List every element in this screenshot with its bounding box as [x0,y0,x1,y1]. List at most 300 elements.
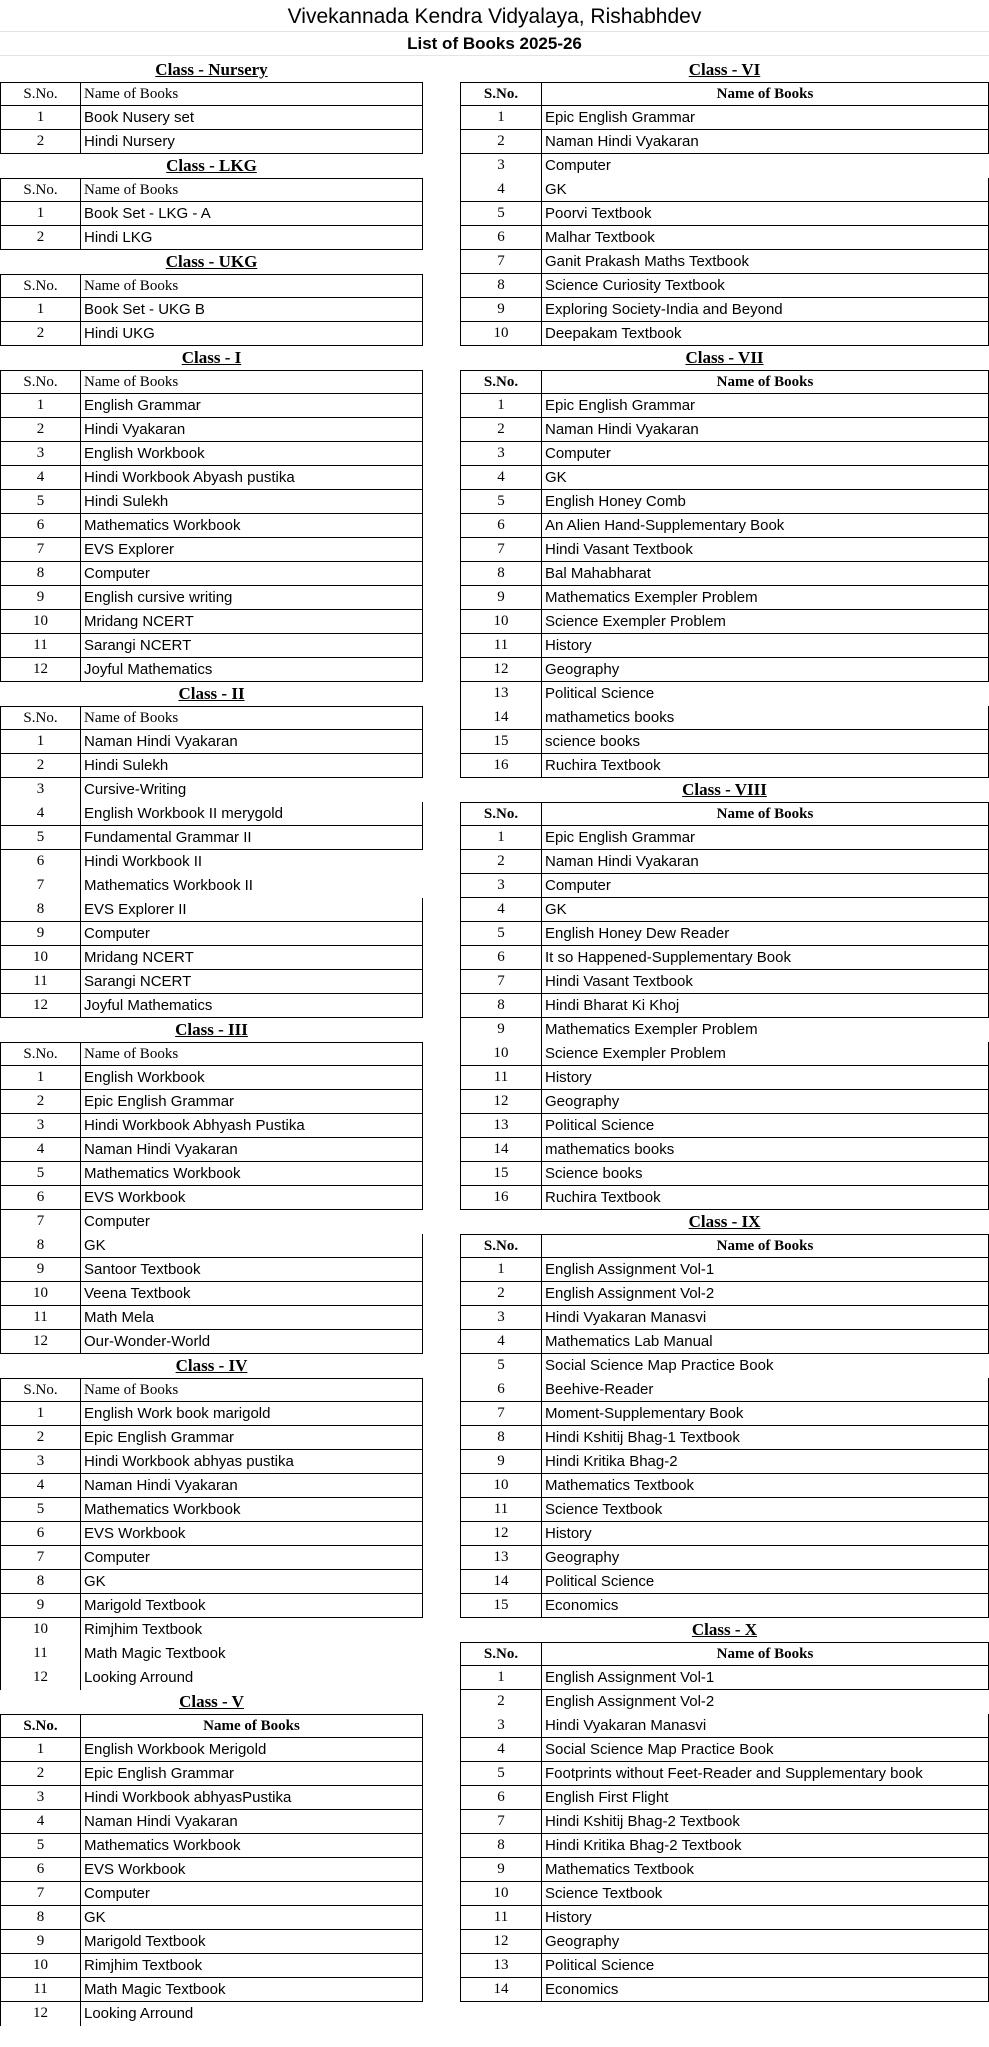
table-header-row [0,82,423,106]
book-row [0,1522,423,1546]
book-row [460,1858,989,1882]
book-name: mathametics books [545,709,675,726]
book-row [460,850,989,874]
book-name: GK [84,1573,106,1590]
book-name: Mathematics Exempler Problem [545,1021,758,1038]
class-heading: Class - X [691,1620,758,1639]
book-name: EVS Workbook [84,1525,186,1542]
book-name: Science Exempler Problem [545,613,726,630]
book-row [0,1858,423,1882]
book-name: Hindi Vyakaran [84,421,186,438]
book-serial-number: 12 [461,1090,542,1113]
book-name: Veena Textbook [84,1285,191,1302]
table-header-row [460,802,989,826]
book-name: Epic English Grammar [545,397,696,414]
book-row [460,1786,989,1810]
book-serial-number: 13 [461,1954,542,1977]
book-serial-number: 3 [1,1114,81,1137]
class-section-class-iv [0,1354,423,1690]
book-serial-number: 12 [461,658,542,681]
book-row [460,610,989,634]
book-row [460,826,989,850]
book-row [460,562,989,586]
book-name: English Workbook Merigold [84,1741,267,1758]
book-name: English Workbook [84,1069,205,1086]
book-serial-number: 9 [1,922,81,945]
book-name: EVS Workbook [84,1861,186,1878]
book-row [0,2002,423,2026]
book-name: History [545,1525,592,1542]
book-row [460,1474,989,1498]
book-serial-number: 15 [461,1162,542,1185]
book-row [0,106,423,130]
book-name: Epic English Grammar [545,829,696,846]
book-row [0,1666,423,1690]
book-serial-number: 13 [461,682,542,706]
book-name: Book Set - LKG - A [84,205,211,222]
book-row [0,898,423,922]
book-name: GK [545,181,567,198]
book-name: English Assignment Vol-2 [545,1285,715,1302]
book-row [0,1330,423,1354]
book-row [460,1810,989,1834]
table-header-row [0,178,423,202]
book-name-column-header: Name of Books [716,1646,814,1662]
book-row [460,1498,989,1522]
book-serial-number: 3 [1,778,81,802]
book-row [0,970,423,994]
book-serial-number: 10 [1,946,81,969]
book-row [0,778,423,802]
book-serial-number: 4 [461,1738,542,1761]
book-row [0,322,423,346]
book-row [460,1666,989,1690]
book-serial-number: 11 [1,970,81,993]
book-serial-number: 10 [461,322,542,345]
book-serial-number: 7 [461,538,542,561]
book-serial-number: 2 [1,418,81,441]
book-name: Geography [545,1549,620,1566]
book-serial-number: 8 [461,562,542,585]
class-heading: Class - VII [685,348,764,367]
book-row [460,1090,989,1114]
book-row [0,802,423,826]
book-name: Social Science Map Practice Book [545,1357,774,1374]
book-serial-number: 9 [461,1858,542,1881]
book-name: GK [545,901,567,918]
book-name: Hindi Workbook II [84,853,203,870]
class-section-class-ukg [0,250,423,346]
book-name-column-header: Name of Books [84,278,179,294]
class-section-class-ix [460,1210,989,1618]
sno-column-header: S.No. [1,275,81,297]
book-name: English First Flight [545,1789,669,1806]
book-row [460,1522,989,1546]
book-serial-number: 9 [1,586,81,609]
book-serial-number: 2 [461,850,542,873]
book-serial-number: 6 [461,514,542,537]
class-section-class-iii [0,1018,423,1354]
book-name: GK [545,469,567,486]
book-row [460,202,989,226]
sno-column-header: S.No. [1,707,81,729]
book-serial-number: 10 [1,610,81,633]
book-row [0,922,423,946]
book-row [460,970,989,994]
book-row [460,466,989,490]
book-name: Hindi Nursery [84,133,175,150]
book-name: science books [545,733,641,750]
book-serial-number: 3 [1,442,81,465]
book-name: English Workbook II merygold [84,805,283,822]
book-serial-number: 1 [461,826,542,849]
book-row [0,754,423,778]
book-name: Social Science Map Practice Book [545,1741,774,1758]
book-name: English Honey Comb [545,493,686,510]
book-row [0,826,423,850]
book-row [460,154,989,178]
book-row [460,106,989,130]
book-serial-number: 1 [461,394,542,417]
book-name: mathematics books [545,1141,675,1158]
book-row [0,226,423,250]
book-row [0,562,423,586]
class-heading: Class - UKG [165,252,258,271]
book-name: English Assignment Vol-1 [545,1261,715,1278]
book-serial-number: 10 [1,1954,81,1977]
book-serial-number: 16 [461,754,542,777]
book-serial-number: 6 [1,514,81,537]
book-serial-number: 4 [1,1474,81,1497]
book-name: Fundamental Grammar II [84,829,252,846]
book-name: Mathematics Lab Manual [545,1333,713,1350]
book-serial-number: 10 [1,1282,81,1305]
class-heading: Class - II [178,684,245,703]
book-row [460,922,989,946]
book-name: Epic English Grammar [84,1429,235,1446]
book-name: EVS Explorer [84,541,175,558]
book-name-column-header: Name of Books [84,182,179,198]
book-name: Mathematics Workbook [84,1837,241,1854]
sno-column-header: S.No. [461,1643,542,1665]
book-row [0,610,423,634]
book-row [460,1450,989,1474]
book-name: Naman Hindi Vyakaran [84,1141,238,1158]
left-book-column [0,58,423,2026]
book-serial-number: 8 [1,1906,81,1929]
class-section-class-v [0,1690,423,2026]
book-name: Political Science [545,685,655,702]
book-name: Malhar Textbook [545,229,655,246]
book-name: Hindi Kshitij Bhag-2 Textbook [545,1813,740,1830]
book-row [460,1354,989,1378]
book-serial-number: 8 [1,898,81,921]
book-name: Cursive-Writing [84,781,187,798]
book-serial-number: 3 [1,1786,81,1809]
book-serial-number: 10 [461,1042,542,1065]
book-name: Marigold Textbook [84,1933,206,1950]
class-section-class-vii [460,346,989,778]
book-row [460,1594,989,1618]
book-serial-number: 5 [1,490,81,513]
book-name-column-header: Name of Books [716,374,814,390]
book-serial-number: 10 [461,610,542,633]
book-row [460,178,989,202]
book-serial-number: 6 [1,1522,81,1545]
book-name: Mathematics Workbook [84,1501,241,1518]
class-heading: Class - LKG [166,156,257,175]
class-heading: Class - IV [175,1356,248,1375]
book-name: English Honey Dew Reader [545,925,730,942]
book-serial-number: 1 [461,1258,542,1281]
book-row [0,1618,423,1642]
book-row [0,658,423,682]
book-row [0,418,423,442]
book-row [460,898,989,922]
book-row [0,130,423,154]
book-serial-number: 2 [1,130,81,153]
book-name: Epic English Grammar [84,1765,235,1782]
book-row [460,1546,989,1570]
book-serial-number: 11 [461,1498,542,1521]
book-name: Naman Hindi Vyakaran [84,1477,238,1494]
book-serial-number: 14 [461,1570,542,1593]
book-name: Mathematics Workbook [84,517,241,534]
book-serial-number: 1 [1,106,81,129]
book-row [0,1546,423,1570]
book-name: Political Science [545,1117,655,1134]
book-row [0,1114,423,1138]
book-serial-number: 5 [1,1162,81,1185]
book-name-column-header: Name of Books [84,710,179,726]
book-name: Hindi UKG [84,325,155,342]
book-row [460,658,989,682]
book-serial-number: 4 [1,1810,81,1833]
book-row [460,1042,989,1066]
book-name: Poorvi Textbook [545,205,652,222]
book-name-column-header: Name of Books [716,1238,814,1254]
book-name: Joyful Mathematics [84,661,213,678]
book-name: Sarangi NCERT [84,637,192,654]
book-name: History [545,1909,592,1926]
class-heading: Class - I [181,348,242,367]
book-serial-number: 8 [1,1570,81,1593]
book-row [0,1258,423,1282]
book-name: Naman Hindi Vyakaran [84,1813,238,1830]
book-serial-number: 7 [1,874,81,898]
book-serial-number: 1 [1,730,81,753]
book-row [0,1882,423,1906]
book-name: Hindi Kritika Bhag-2 [545,1453,678,1470]
book-serial-number: 15 [461,730,542,753]
book-serial-number: 2 [1,1426,81,1449]
class-section-class-ii [0,682,423,1018]
book-serial-number: 2 [1,226,81,249]
book-name: Hindi Kritika Bhag-2 Textbook [545,1837,742,1854]
book-row [460,1978,989,2002]
book-row [460,1378,989,1402]
book-row [460,298,989,322]
book-serial-number: 1 [1,394,81,417]
book-serial-number: 1 [1,1402,81,1425]
book-serial-number: 9 [461,1450,542,1473]
book-name: English cursive writing [84,589,233,606]
book-row [460,322,989,346]
sno-column-header: S.No. [1,1043,81,1065]
book-name: Science Textbook [545,1885,663,1902]
book-row [0,1762,423,1786]
table-header-row [0,1042,423,1066]
book-name: Hindi LKG [84,229,153,246]
book-row [0,1786,423,1810]
book-serial-number: 11 [461,634,542,657]
book-row [460,1162,989,1186]
book-serial-number: 15 [461,1594,542,1617]
book-serial-number: 1 [1,1738,81,1761]
book-name: Naman Hindi Vyakaran [545,853,699,870]
book-name: English Assignment Vol-1 [545,1669,715,1686]
book-serial-number: 13 [461,1546,542,1569]
table-header-row [460,1234,989,1258]
book-serial-number: 3 [461,874,542,897]
class-section-class-lkg [0,154,423,250]
book-name: Joyful Mathematics [84,997,213,1014]
book-row [0,1186,423,1210]
book-name-column-header: Name of Books [84,86,179,102]
book-row [460,1330,989,1354]
book-serial-number: 6 [461,946,542,969]
book-name: It so Happened-Supplementary Book [545,949,791,966]
book-serial-number: 5 [1,1834,81,1857]
book-serial-number: 4 [1,1138,81,1161]
book-serial-number: 10 [461,1474,542,1497]
book-name: History [545,1069,592,1086]
book-row [460,1906,989,1930]
sno-column-header: S.No. [1,1715,81,1737]
book-serial-number: 6 [1,1858,81,1881]
table-header-row [460,1642,989,1666]
book-serial-number: 1 [1,298,81,321]
book-serial-number: 4 [461,466,542,489]
book-name: EVS Workbook [84,1189,186,1206]
book-row [0,1066,423,1090]
book-row [460,874,989,898]
sno-column-header: S.No. [1,83,81,105]
class-section-class-i [0,346,423,682]
book-row [0,586,423,610]
sno-column-header: S.No. [1,179,81,201]
book-name: English Workbook [84,445,205,462]
book-name: Ganit Prakash Maths Textbook [545,253,749,270]
book-serial-number: 12 [1,2002,81,2026]
book-serial-number: 12 [1,994,81,1017]
book-serial-number: 4 [1,802,81,825]
book-name: Hindi Vyakaran Manasvi [545,1717,707,1734]
book-name: Computer [84,1549,150,1566]
book-name: English Assignment Vol-2 [545,1693,715,1710]
book-name: Mathematics Exempler Problem [545,589,758,606]
book-name-column-header: Name of Books [716,86,814,102]
book-name: Computer [545,445,611,462]
sno-column-header: S.No. [1,371,81,393]
document-subtitle: List of Books 2025-26 [0,32,989,56]
book-serial-number: 2 [1,1090,81,1113]
book-row [0,202,423,226]
book-row [0,1498,423,1522]
book-name: Computer [84,1885,150,1902]
table-header-row [460,82,989,106]
book-serial-number: 7 [461,970,542,993]
book-name: Economics [545,1981,619,1998]
book-name-column-header: Name of Books [84,1382,179,1398]
book-name: Hindi Bharat Ki Khoj [545,997,680,1014]
book-name: Mathematics Workbook II [84,877,253,894]
book-serial-number: 12 [1,1330,81,1353]
book-serial-number: 3 [461,154,542,178]
document-title: Vivekannada Kendra Vidyalaya, Rishabhdev [0,0,989,32]
book-serial-number: 11 [1,1642,81,1666]
class-section-class-nursery [0,58,423,154]
book-row [0,514,423,538]
class-heading: Class - VIII [682,780,767,799]
book-row [460,1402,989,1426]
book-row [460,946,989,970]
book-name-column-header: Name of Books [203,1718,300,1734]
book-serial-number: 14 [461,1978,542,2001]
book-row [0,994,423,1018]
book-name: Hindi Workbook Abhyash Pustika [84,1117,305,1134]
book-name: Computer [84,565,150,582]
book-serial-number: 8 [461,1426,542,1449]
book-serial-number: 6 [1,1186,81,1209]
book-row [460,130,989,154]
book-row [460,1306,989,1330]
book-row [460,1138,989,1162]
book-row [0,298,423,322]
book-serial-number: 5 [461,1762,542,1785]
book-name-column-header: Name of Books [716,806,814,822]
book-name: GK [84,1909,106,1926]
book-serial-number: 8 [461,1834,542,1857]
book-row [0,1306,423,1330]
book-serial-number: 11 [1,1306,81,1329]
book-name: Rimjhim Textbook [84,1621,203,1638]
book-row [0,1834,423,1858]
sno-column-header: S.No. [461,803,542,825]
class-section-class-vi [460,58,989,346]
book-serial-number: 6 [461,226,542,249]
book-row [460,1738,989,1762]
book-name: Mridang NCERT [84,613,194,630]
book-serial-number: 3 [461,1306,542,1329]
book-row [0,874,423,898]
book-row [0,634,423,658]
book-row [460,1426,989,1450]
book-name: Marigold Textbook [84,1597,206,1614]
book-serial-number: 2 [1,322,81,345]
book-row [460,226,989,250]
book-row [460,442,989,466]
book-serial-number: 11 [461,1906,542,1929]
book-name: Science Exempler Problem [545,1045,726,1062]
book-serial-number: 2 [461,1282,542,1305]
book-row [0,1138,423,1162]
book-serial-number: 5 [461,1354,542,1378]
book-row [460,418,989,442]
book-row [460,1690,989,1714]
book-row [460,250,989,274]
book-serial-number: 14 [461,1138,542,1161]
